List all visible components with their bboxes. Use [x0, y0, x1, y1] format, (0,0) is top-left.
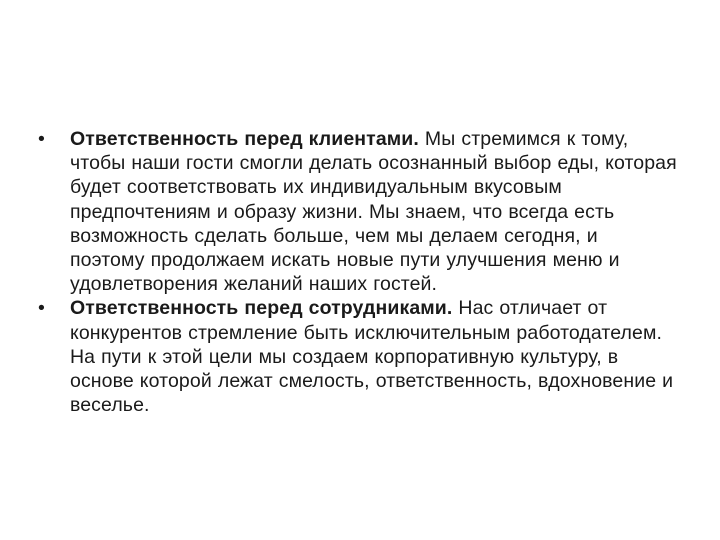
- bullet-paragraph: [70, 297, 673, 416]
- bullet-icon: •: [38, 297, 45, 320]
- bullet-list: [38, 127, 678, 417]
- bullet-icon: •: [38, 128, 45, 150]
- bullet-heading: Ответственность перед клиентами.: [70, 128, 419, 150]
- bullet-body: Мы стремимся к тому, чтобы наши гости смогли делать осознанный выбор еды, которая будет соответствовать их индивидуальным вкусовым предпочтениям и образу жизни. Мы знаем, что всегда есть возможность сделать больше, чем мы делаем сегодня, и поэтому продолжаем искать новые пути улучшения меню и удовлетворения желаний наших гостей.: [70, 128, 677, 296]
- bullet-heading: Ответственность перед сотрудниками.: [70, 297, 453, 320]
- bullet-body: Нас отличает от конкурентов стремление быть исключительным работодателем. На пути к этой цели мы создаем корпоративную культуру, в основе которой лежат смелость, ответственность, вдохновение и веселье.: [70, 297, 674, 417]
- list-item: [38, 127, 678, 296]
- list-item: [38, 296, 678, 417]
- bullet-paragraph: [70, 128, 677, 295]
